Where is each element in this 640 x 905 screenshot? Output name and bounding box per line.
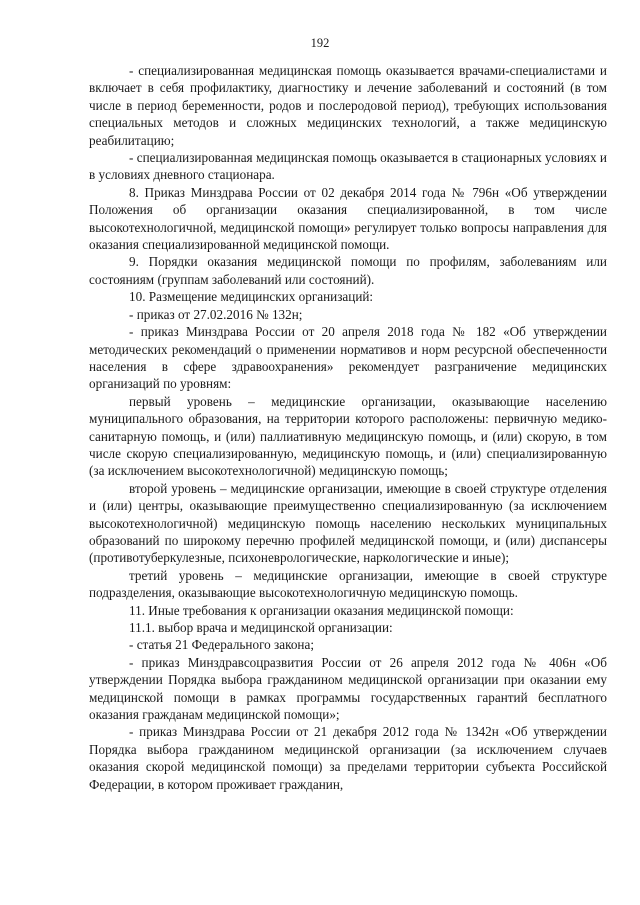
paragraph-level-2: второй уровень – медицинские организации, имеющие в своей структуре отделения и (или) центры, оказывающие преимущественно специализированную (за исключением высокотехнологичной) медицинскую помощь населению нескольких муниципальных образований по широкому перечню профилей медицинской помощи, и (или) диспансеры (противотуберкулезные, психоневрологические, наркологические и иные); [89, 480, 607, 566]
paragraph-item-9: 9. Порядки оказания медицинской помощи по профилям, заболеваниям или состояниям (группам заболеваний или состояний). [89, 254, 607, 287]
paragraph-specialized-care-definition: - специализированная медицинская помощь оказывается врачами-специалистами и включает в себя профилактику, диагностику и лечение заболеваний и состояний (в том числе в период беременности, родов и послеродовой период), требующих использования специальных методов и сложных медицинских технологий, а также медицинскую реабилитацию; [89, 63, 607, 148]
paragraph-item-8: 8. Приказ Минздрава России от 02 декабря 2014 года № 796н «Об утверждении Положения об организации оказания специализированной, в том числе высокотехнологичной, медицинской помощи» регулирует только вопросы направления для оказания специализированной медицинской помощи. [89, 184, 607, 253]
paragraph-item-10: 10. Размещение медицинских организаций: [129, 289, 374, 305]
paragraph-article-21: - статья 21 Федерального закона; [129, 637, 315, 653]
paragraph-order-132n: - приказ от 27.02.2016 № 132н; [129, 306, 303, 322]
paragraph-item-11-1: 11.1. выбор врача и медицинской организации: [129, 620, 393, 635]
paragraph-level-1: первый уровень – медицинские организации, оказывающие населению муниципального образования, на территории которого расположены: первичную медико-санитарную помощь, и (или) паллиативную медицинскую помощь, и (или) скорую, в том числе скорую специализированную, медицинскую помощь, и (или) специализированную (за исключением высокотехнологичной) медицинскую помощь; [89, 393, 607, 479]
paragraph-order-182: - приказ Минздрава России от 20 апреля 2018 года № 182 «Об утверждении методических рекомендаций о применении нормативов и норм ресурсной обеспеченности населения в сфере здравоохранения» рекомендует разграничение медицинских организаций по уровням: [89, 324, 607, 392]
paragraph-order-1342n: - приказ Минздрава России от 21 декабря 2012 года № 1342н «Об утверждении Порядка выбора гражданином медицинской организации (за исключением случаев оказания скорой медицинской помощи) за пределами территории субъекта Российской Федерации, в котором проживает гражданин, [89, 724, 607, 792]
paragraph-level-3: третий уровень – медицинские организации, имеющие в своей структуре подразделения, оказывающие высокотехнологичную медицинскую помощь. [89, 567, 607, 601]
paragraph-item-11: 11. Иные требования к организации оказания медицинской помощи: [129, 602, 514, 618]
paragraph-specialized-care-conditions: - специализированная медицинская помощь оказывается в стационарных условиях и в условиях дневного стационара. [89, 150, 607, 183]
paragraph-order-406n: - приказ Минздравсоцразвития России от 26 апреля 2012 года № 406н «Об утверждении Порядка выбора гражданином медицинской организации при оказании ему медицинской помощи в рамках программы государственных гарантий бесплатного оказания гражданам медицинской помощи»; [89, 654, 607, 723]
document-body [89, 62, 607, 793]
page-number: 192 [310, 36, 330, 50]
